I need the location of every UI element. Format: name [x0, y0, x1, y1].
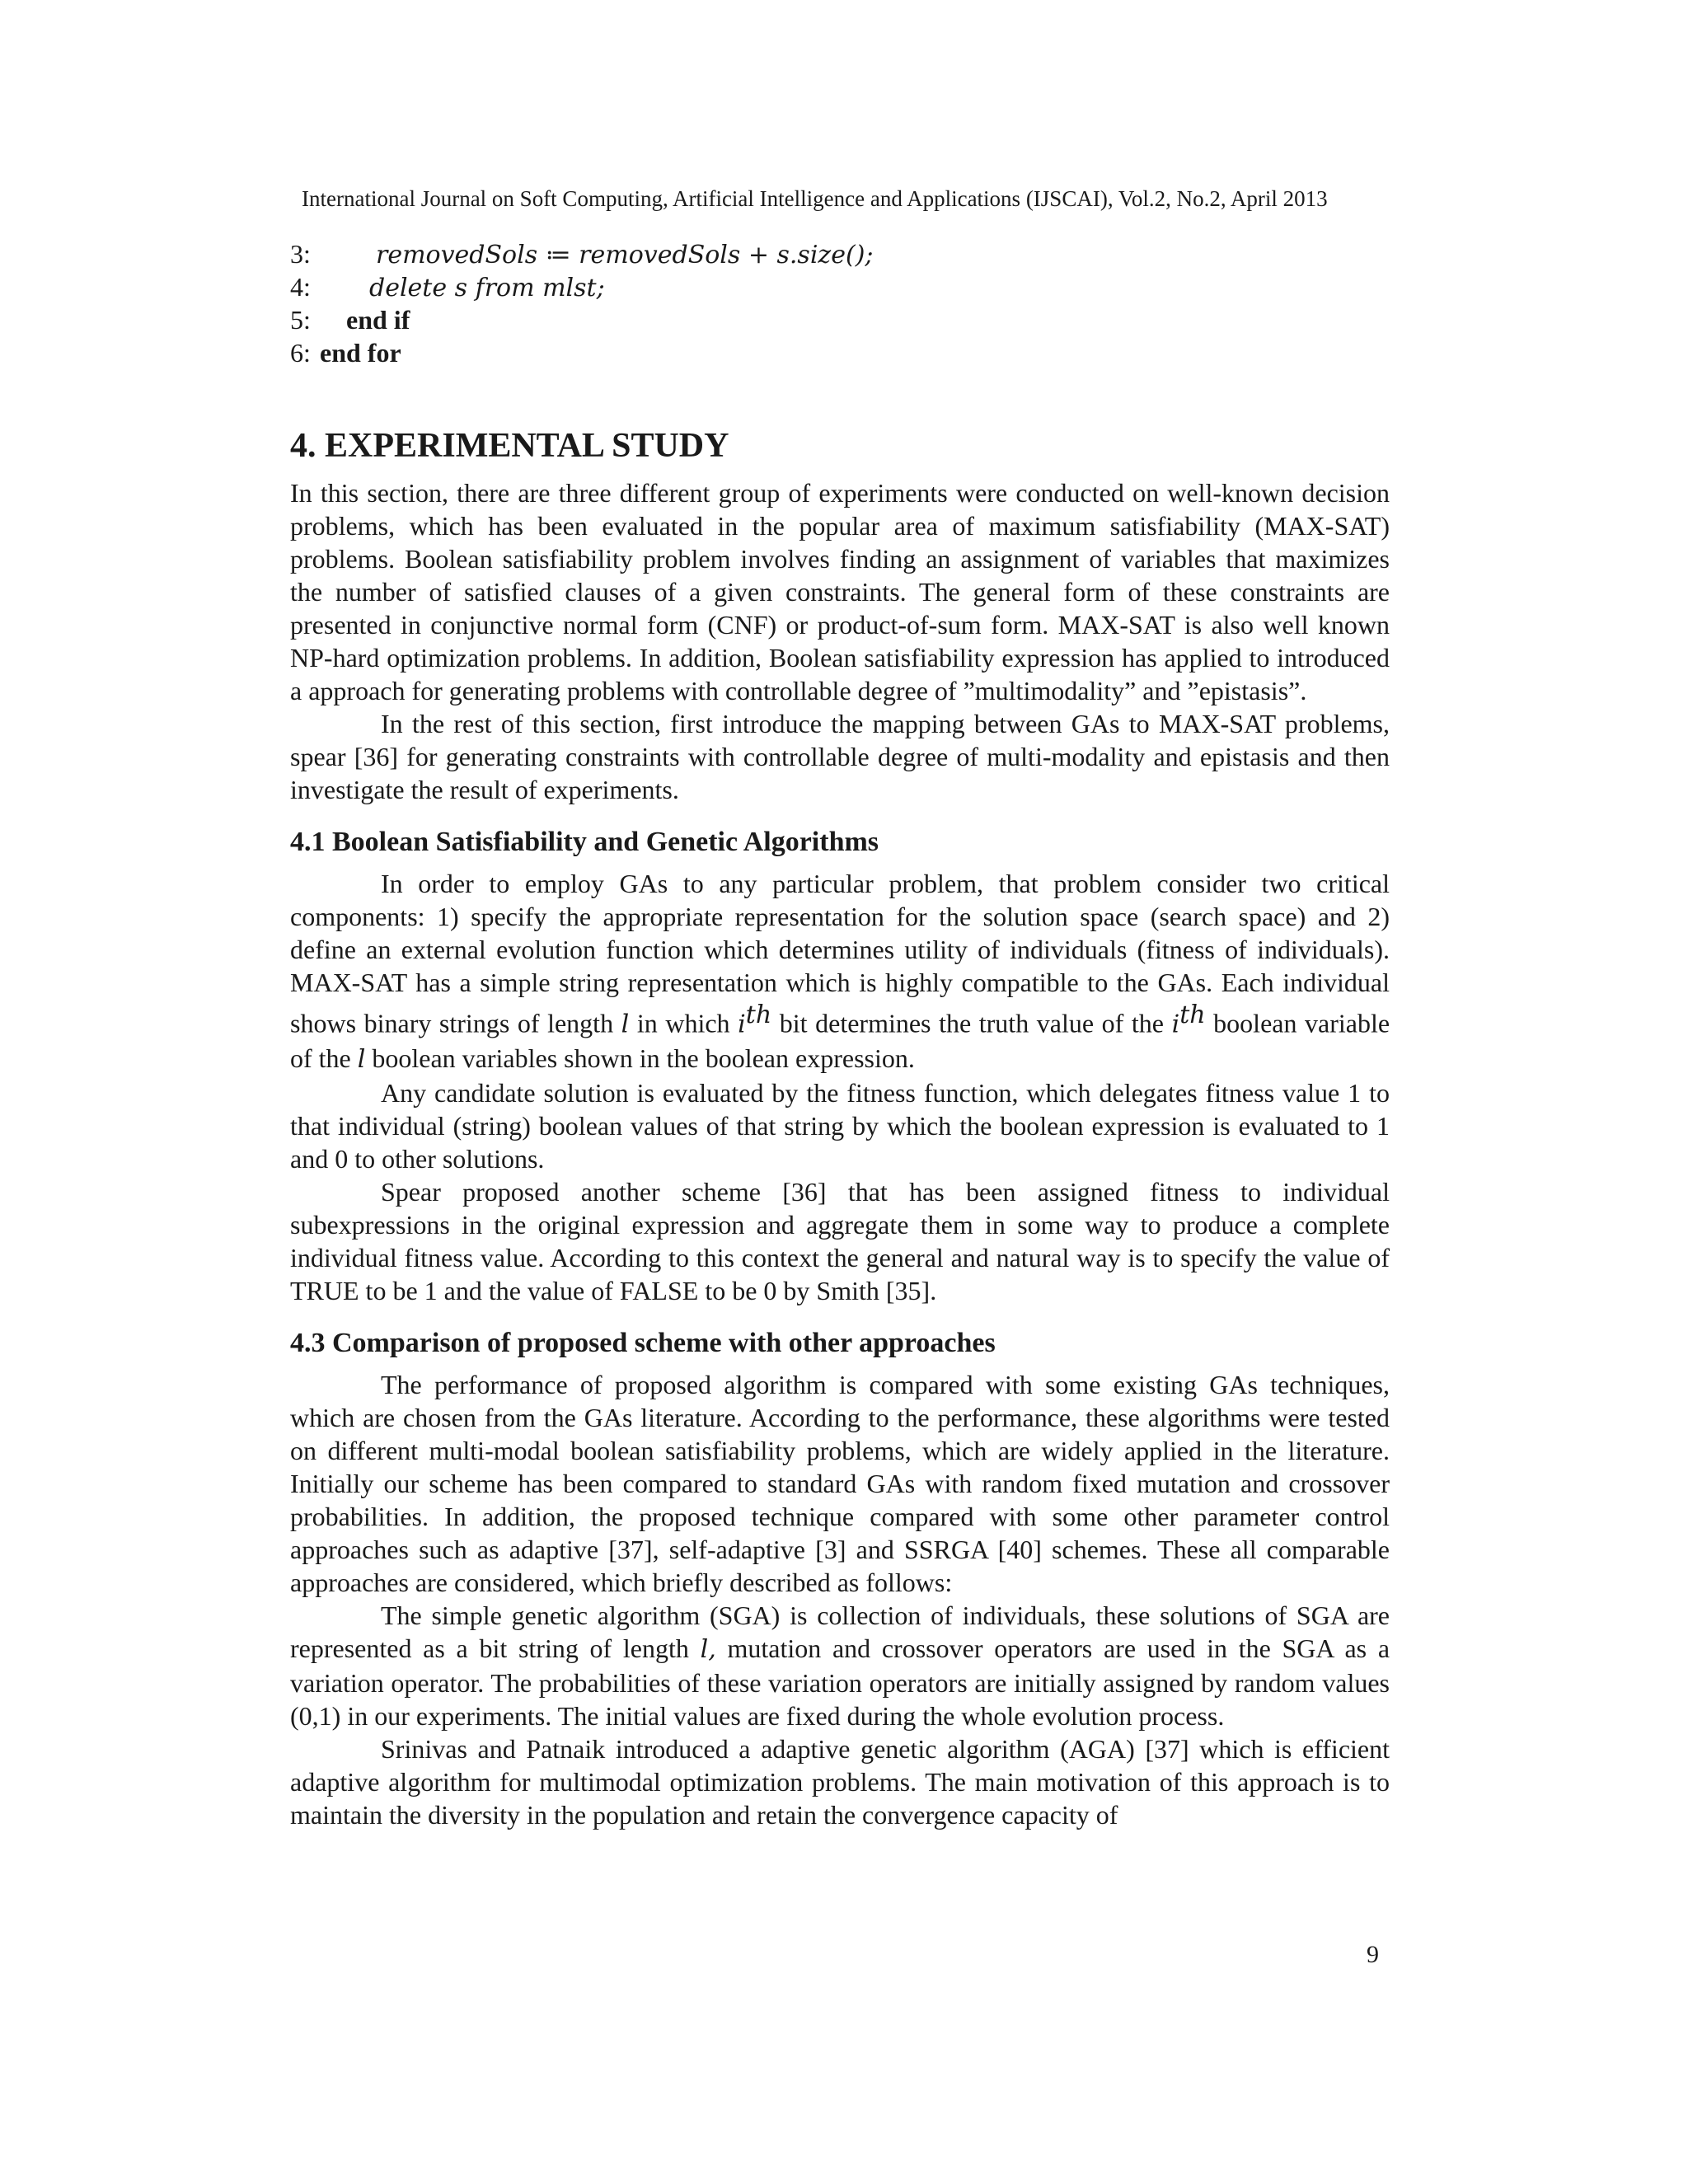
algorithm-line — [290, 270, 874, 303]
paragraph: In this section, there are three different group of experiments were conducted on well-known decision problems, which has been evaluated in the popular area of maximum satisfiability (MAX-SAT) problems. Boolean satisfiability problem involves finding an assignment of variables that maximizes the number of satisfied clauses of a given constraints. The general form of these constraints are presented in conjunctive normal form (CNF) or product-of-sum form. MAX-SAT is also well known NP-hard optimization problems. In addition, Boolean satisfiability expression has applied to introduced a approach for generating problems with controllable degree of ”multimodality” and ”epistasis”. — [290, 478, 1390, 705]
paragraph: The simple genetic algorithm (SGA) is collection of individuals, these solutions of SGA are represented as a bit string of length l, mutation and crossover operators are used in the SGA as a variation operator. The probabilities of these variation operators are initially assigned by random values (0,1) in our experiments. The initial values are fixed during the whole evolution process. — [290, 1600, 1390, 1731]
paragraph: In the rest of this section, first introduce the mapping between GAs to MAX-SAT problems, spear [36] for generating constraints with controllable degree of multi-modality and epistasis and then investigate the result of experiments. — [290, 709, 1390, 804]
line-number: 4: — [290, 272, 311, 302]
algorithm-listing — [290, 237, 874, 369]
algorithm-statement: removedSols ≔ removedSols + s.size(); — [376, 241, 874, 269]
algorithm-line — [290, 237, 874, 270]
section-heading: 4. EXPERIMENTAL STUDY — [290, 427, 729, 465]
paragraph: The performance of proposed algorithm is compared with some existing GAs techniques, which are chosen from the GAs literature. According to the performance, these algorithms were tested on different multi-modal boolean satisfiability problems, which are widely applied in the literature. Initially our scheme has been compared to standard GAs with random fixed mutation and crossover probabilities. In addition, the proposed technique compared with some other parameter control approaches such as adaptive [37], self-adaptive [3] and SSRGA [40] schemes. These all comparable approaches are considered, which briefly described as follows: — [290, 1369, 1390, 1597]
line-number: 6: — [290, 338, 311, 368]
algorithm-statement: end for — [320, 338, 401, 368]
running-header: International Journal on Soft Computing, Artificial Intelligence and Applications (IJSCAI), Vol.2, No.2, April 2013 — [302, 186, 1328, 211]
algorithm-statement: delete s from mlst; — [369, 274, 605, 302]
algorithm-statement: end if — [346, 305, 410, 335]
page-number: 9 — [1367, 1941, 1379, 1968]
body-text — [290, 425, 1390, 1831]
paragraph: Srinivas and Patnaik introduced a adaptive genetic algorithm (AGA) [37] which is efficient adaptive algorithm for multimodal optimization problems. The main motivation of this approach is to maintain the diversity in the population and retain the convergence capacity of — [290, 1733, 1390, 1830]
subsection-heading: 4.3 Comparison of proposed scheme with other approaches — [290, 1327, 996, 1358]
algorithm-line — [290, 336, 874, 369]
line-number: 3: — [290, 239, 311, 269]
line-number: 5: — [290, 305, 311, 335]
paragraph: Spear proposed another scheme [36] that has been assigned fitness to individual subexpressions in the original expression and aggregate them in some way to produce a complete individual fitness value. According to this context the general and natural way is to specify the value of TRUE to be 1 and the value of FALSE to be 0 by Smith [35]. — [290, 1176, 1390, 1305]
subsection-heading: 4.1 Boolean Satisfiability and Genetic Algorithms — [290, 827, 879, 857]
paragraph: Any candidate solution is evaluated by the fitness function, which delegates fitness value 1 to that individual (string) boolean values of that string by which the boolean expression is evaluated to 1 and 0 to other solutions. — [290, 1077, 1390, 1174]
algorithm-line — [290, 303, 874, 336]
paragraph: In order to employ GAs to any particular problem, that problem consider two critical components: 1) specify the appropriate representation for the solution space (search space) and 2) define an external evolution function which determines utility of individuals (fitness of individuals). MAX-SAT has a simple string representation which is highly compatible to the GAs. Each individual shows binary strings of length l in which $i^{th}$ bit determines the truth value of the $i^{th}$ boolean variable of the l boolean variables shown in the boolean expression. — [290, 869, 1390, 1074]
